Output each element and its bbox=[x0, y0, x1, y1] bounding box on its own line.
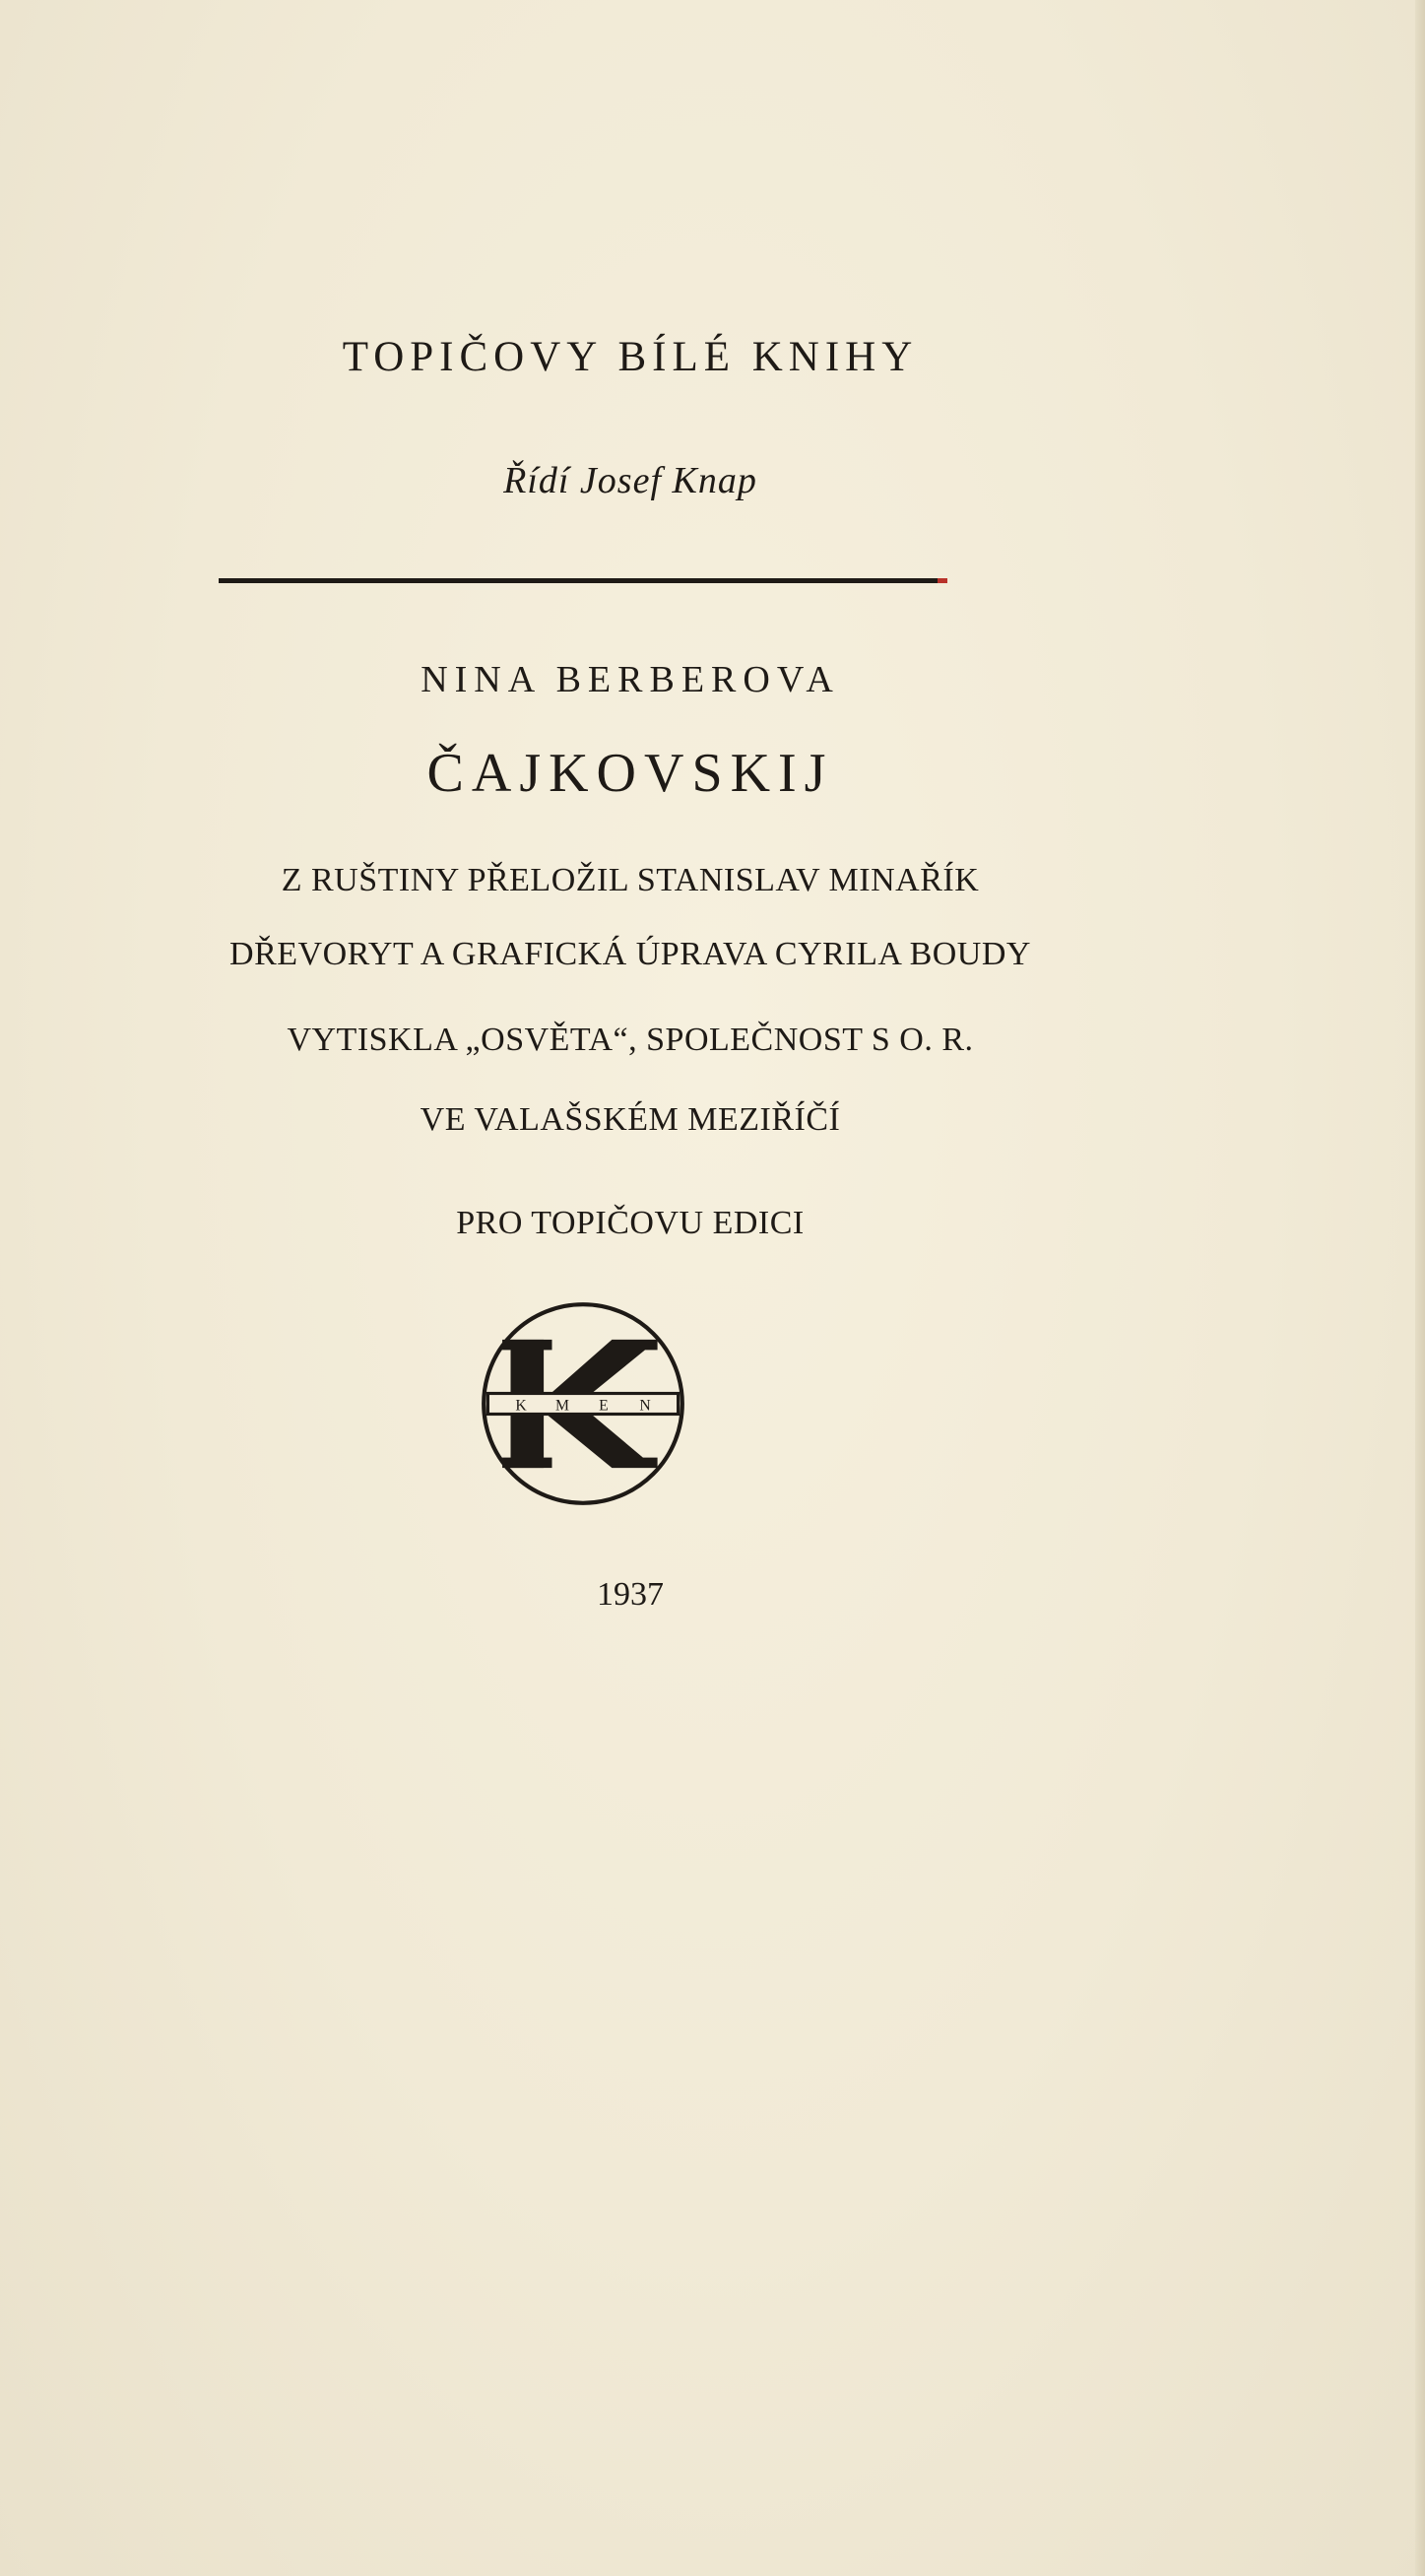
author-name: NINA BERBEROVA bbox=[421, 659, 840, 700]
print-place: VE VALAŠSKÉM MEZIŘÍČÍ bbox=[420, 1101, 841, 1138]
logo-band-letter: N bbox=[639, 1397, 651, 1415]
divider-rule bbox=[219, 578, 947, 583]
book-title: ČAJKOVSKIJ bbox=[426, 743, 834, 804]
logo-band-letter: E bbox=[599, 1397, 609, 1415]
series-title: TOPIČOVY BÍLÉ KNIHY bbox=[342, 334, 919, 380]
edition-credit: PRO TOPIČOVU EDICI bbox=[456, 1205, 805, 1241]
logo-band-letter: K bbox=[515, 1397, 527, 1415]
design-credit: DŘEVORYT A GRAFICKÁ ÚPRAVA CYRILA BOUDY bbox=[229, 936, 1031, 972]
page-edge bbox=[1415, 0, 1425, 2576]
divider-accent bbox=[938, 578, 947, 583]
kmen-logo-icon bbox=[480, 1300, 686, 1507]
publication-year: 1937 bbox=[597, 1576, 664, 1613]
logo-band-letter: M bbox=[555, 1397, 569, 1415]
translation-credit: Z RUŠTINY PŘELOŽIL STANISLAV MINAŘÍK bbox=[281, 862, 980, 898]
series-editor: Řídí Josef Knap bbox=[503, 460, 757, 501]
printer-credit: VYTISKLA „OSVĚTA“, SPOLEČNOST S O. R. bbox=[287, 1022, 974, 1058]
